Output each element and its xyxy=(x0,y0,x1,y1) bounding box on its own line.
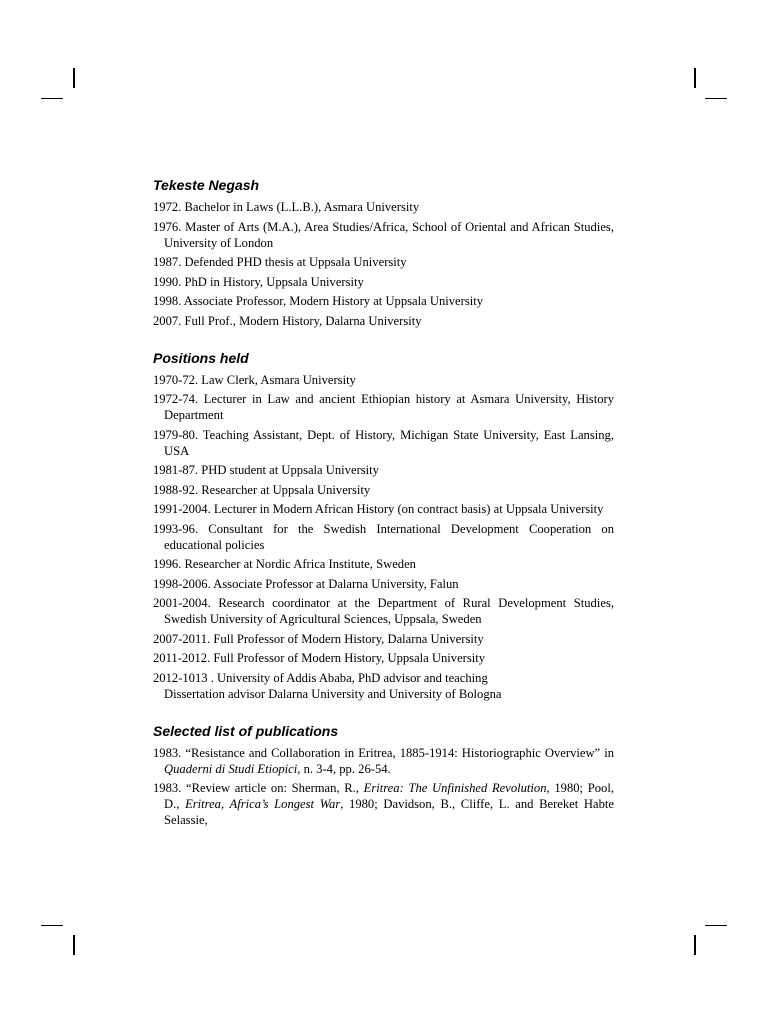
list-item: 1979-80. Teaching Assistant, Dept. of History, Michigan State University, East Lansing, USA xyxy=(153,427,614,458)
list-item: 1990. PhD in History, Uppsala University xyxy=(153,274,364,289)
crop-mark-top-left-v xyxy=(73,68,75,88)
publication-item xyxy=(153,745,614,777)
education-section xyxy=(153,176,614,329)
list-item: 2007-2011. Full Professor of Modern History, Dalarna University xyxy=(153,631,484,646)
section-heading-education: Tekeste Negash xyxy=(153,177,260,193)
publication-text: 1983. “Review article on: Sherman, R., xyxy=(153,781,364,795)
section-heading-positions: Positions held xyxy=(153,349,249,366)
list-item: 1987. Defended PHD thesis at Uppsala University xyxy=(153,255,407,269)
publication-text: , 1980; Pool, D., xyxy=(164,781,614,811)
publication-text: , 1980; Davidson, B., Cliffe, L. and Bereket Habte Selassie, xyxy=(164,797,614,827)
crop-mark-top-right-v xyxy=(694,68,696,88)
entry-line-1: 2012-1013 . University of Addis Ababa, PhD advisor and teaching xyxy=(153,670,488,685)
publication-journal: Quaderni di Studi Etiopici, xyxy=(164,761,301,776)
publication-title: Eritrea, Africa’s Longest War xyxy=(185,797,341,811)
list-item: 1972-74. Lecturer in Law and ancient Ethiopian history at Asmara University, History Department xyxy=(153,392,614,422)
publication-text: 1983. “Resistance and Collaboration in Eritrea, 1885-1914: Historiographic Overview” in xyxy=(153,745,614,760)
entry-line-2: Dissertation advisor Dalarna University and University of Bologna xyxy=(164,686,502,701)
positions-section xyxy=(153,349,614,702)
crop-mark-bottom-left-h xyxy=(41,925,63,926)
list-item: 1972. Bachelor in Laws (L.L.B.), Asmara University xyxy=(153,200,420,214)
list-item: 1988-92. Researcher at Uppsala University xyxy=(153,482,371,497)
section-heading-publications: Selected list of publications xyxy=(153,722,339,739)
list-item: 1996. Researcher at Nordic Africa Institute, Sweden xyxy=(153,557,416,571)
publication-text: n. 3-4, pp. 26-54. xyxy=(300,761,391,776)
list-item: 1981-87. PHD student at Uppsala University xyxy=(153,463,379,477)
crop-mark-top-left-h xyxy=(41,98,63,99)
list-item: 2001-2004. Research coordinator at the Department of Rural Development Studies, Swedish University of Agricultural Sciences, Uppsala, Sweden xyxy=(153,596,614,626)
list-item: 1998. Associate Professor, Modern History at Uppsala University xyxy=(153,294,484,308)
list-item xyxy=(153,670,614,702)
crop-mark-bottom-right-v xyxy=(694,935,696,955)
publication-item xyxy=(153,780,614,828)
list-item: 2007. Full Prof., Modern History, Dalarna University xyxy=(153,313,422,328)
crop-mark-top-right-h xyxy=(705,98,727,99)
list-item: 1993-96. Consultant for the Swedish International Development Cooperation on educational policies xyxy=(153,521,614,552)
crop-mark-bottom-left-v xyxy=(73,935,75,955)
cv-content xyxy=(153,176,614,848)
list-item: 1991-2004. Lecturer in Modern African History (on contract basis) at Uppsala University xyxy=(153,502,604,516)
list-item: 1976. Master of Arts (M.A.), Area Studies/Africa, School of Oriental and African Studies, University of London xyxy=(153,219,614,250)
list-item: 1998-2006. Associate Professor at Dalarna University, Falun xyxy=(153,576,459,591)
list-item: 2011-2012. Full Professor of Modern History, Uppsala University xyxy=(153,651,486,665)
publication-title: Eritrea: The Unfinished Revolution xyxy=(363,781,547,795)
crop-mark-bottom-right-h xyxy=(705,925,727,926)
list-item: 1970-72. Law Clerk, Asmara University xyxy=(153,372,356,387)
publications-section xyxy=(153,722,614,829)
